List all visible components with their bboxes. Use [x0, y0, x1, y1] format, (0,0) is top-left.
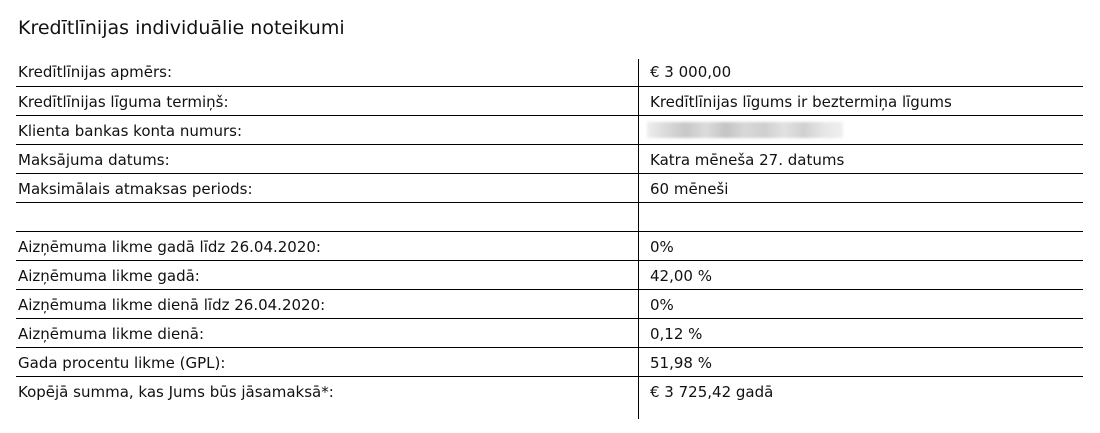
table-row — [16, 232, 1083, 261]
table-row — [16, 87, 1083, 116]
redacted-account-number — [647, 122, 843, 138]
table-row — [16, 377, 1083, 406]
row-value: 51,98 % — [650, 354, 712, 372]
table-row — [16, 116, 1083, 145]
row-value: 0% — [650, 296, 674, 314]
row-label: Klienta bankas konta numurs: — [18, 122, 243, 140]
table-row — [16, 174, 1083, 203]
table-row-empty — [16, 203, 1083, 232]
row-label: Aizņēmuma likme gadā: — [18, 267, 200, 285]
row-value: Katra mēneša 27. datums — [650, 151, 845, 169]
row-value: 60 mēneši — [650, 180, 729, 198]
row-label: Kredītlīnijas līguma termiņš: — [18, 93, 229, 111]
row-value: 42,00 % — [650, 267, 712, 285]
row-label: Aizņēmuma likme gadā līdz 26.04.2020: — [18, 238, 321, 256]
row-value: € 3 725,42 gadā — [650, 383, 774, 401]
table-row — [16, 145, 1083, 174]
table-row — [16, 261, 1083, 290]
table-row — [16, 57, 1083, 87]
table-row — [16, 290, 1083, 319]
row-value: Kredītlīnijas līgums ir beztermiņa līgums — [650, 93, 952, 111]
table-row — [16, 348, 1083, 377]
row-label: Maksimālais atmaksas periods: — [18, 180, 253, 198]
row-value: 0,12 % — [650, 325, 703, 343]
row-label: Kredītlīnijas apmērs: — [18, 63, 173, 81]
terms-table — [16, 57, 1083, 406]
row-label: Aizņēmuma likme dienā līdz 26.04.2020: — [18, 296, 326, 314]
table-row — [16, 319, 1083, 348]
document-title: Kredītlīnijas individuālie noteikumi — [18, 17, 345, 39]
row-value: 0% — [650, 238, 674, 256]
row-label: Maksājuma datums: — [18, 151, 170, 169]
row-label: Aizņēmuma likme dienā: — [18, 325, 205, 343]
row-label: Gada procentu likme (GPL): — [18, 354, 226, 372]
row-value: € 3 000,00 — [650, 63, 732, 81]
row-label: Kopējā summa, kas Jums būs jāsamaksā*: — [18, 383, 334, 401]
